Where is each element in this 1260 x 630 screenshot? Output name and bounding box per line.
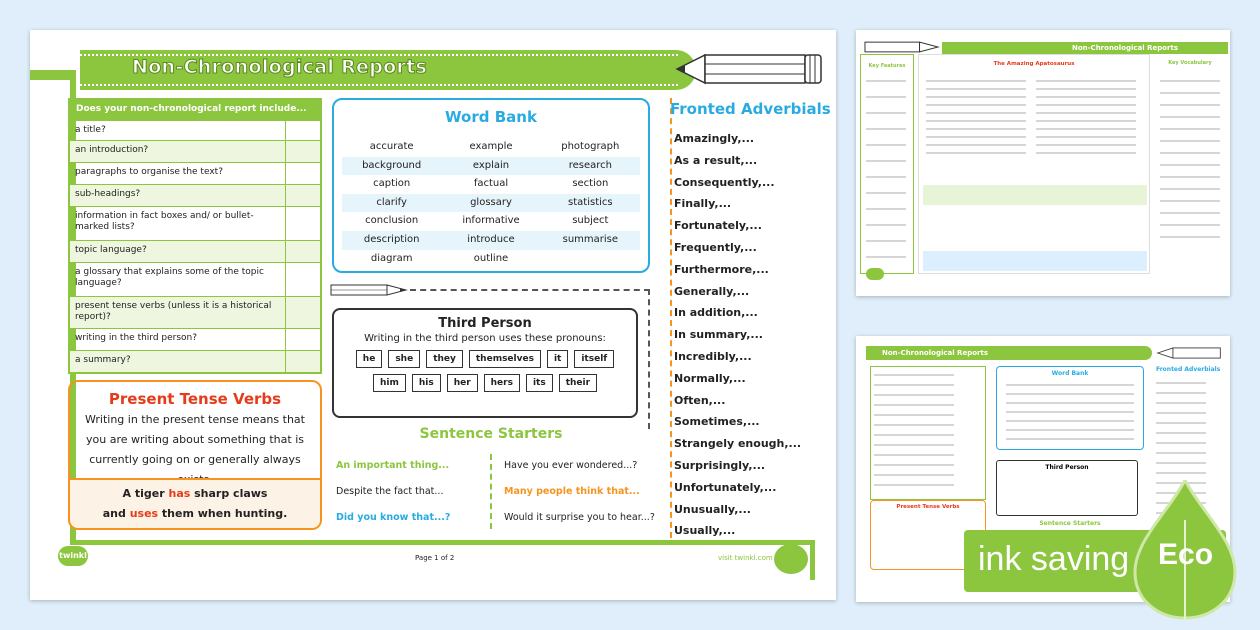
thumb-text-line — [1156, 462, 1206, 464]
thumb-text-line — [874, 404, 954, 406]
sentence-starter: An important thing... — [336, 460, 450, 471]
sentence-starter: Many people think that... — [504, 486, 640, 497]
thumb-text-line — [874, 484, 954, 486]
thumb-text-line — [1160, 152, 1220, 154]
checklist-row: a glossary that explains some of the topic language? — [70, 262, 320, 296]
word-bank-word: conclusion — [365, 215, 419, 227]
thumb-text-line — [874, 374, 954, 376]
thumb-text-line — [1156, 472, 1206, 474]
thumb-text-line — [1036, 112, 1136, 114]
thumb-text-line — [866, 96, 906, 98]
pencil-icon — [864, 40, 940, 54]
thumb-text-line — [1160, 80, 1220, 82]
thumb-text-line — [866, 176, 906, 178]
word-bank-word: research — [568, 159, 612, 171]
dashed-divider — [490, 454, 492, 529]
fronted-adverbial-item: Sometimes,... — [674, 415, 760, 429]
word-bank-row — [342, 250, 640, 269]
dashed-divider — [410, 289, 650, 291]
fronted-adverbial-item: Strangely enough,... — [674, 437, 802, 451]
thumb-text-line — [866, 256, 906, 258]
thumb-text-line — [866, 128, 906, 130]
thumb-word-bank: Word Bank — [996, 366, 1144, 450]
thumb-text-line — [1160, 92, 1220, 94]
checklist-table — [68, 98, 322, 374]
thumb-text-line — [1156, 422, 1206, 424]
fronted-adverbial-item: Normally,... — [674, 371, 746, 385]
fronted-adverbial-item: In summary,... — [674, 328, 763, 342]
word-bank-word: glossary — [470, 196, 512, 208]
thumb-content: The Amazing Apatosaurus — [918, 54, 1150, 274]
fronted-adverbial-item: In addition,... — [674, 306, 758, 320]
word-bank-word: informative — [462, 215, 520, 227]
thumb-text-line — [866, 80, 906, 82]
word-bank-word: factual — [473, 178, 509, 190]
pencil-icon — [330, 283, 408, 297]
thumb-text-line — [874, 424, 954, 426]
sentence-starters-title: Sentence Starters — [419, 426, 563, 442]
word-bank-grid — [342, 138, 640, 268]
thumb-text-line — [866, 160, 906, 162]
eco-label: Eco — [1158, 538, 1214, 571]
fronted-adverbial-item: Incredibly,... — [674, 349, 752, 363]
pronoun-chip: themselves — [469, 350, 541, 368]
thumb-present: Present Tense Verbs — [870, 500, 986, 570]
thumb-text-line — [1036, 88, 1136, 90]
thumb-text-line — [866, 240, 906, 242]
word-bank-title: Word Bank — [445, 108, 537, 126]
dashed-divider — [648, 289, 650, 429]
word-bank-row — [342, 231, 640, 250]
checkbox-cell[interactable] — [286, 263, 320, 296]
word-bank-row — [342, 157, 640, 176]
thumb-title: Non-Chronological Reports — [942, 42, 1228, 54]
thumb-text-line — [874, 394, 954, 396]
thumb-text-line — [1160, 164, 1220, 166]
checklist-row: a title? — [70, 120, 320, 140]
ink-saving-label: ink saving — [978, 540, 1130, 578]
fronted-adverbial-item: As a result,... — [674, 153, 758, 167]
checkbox-cell[interactable] — [286, 329, 320, 350]
checklist-row: an introduction? — [70, 140, 320, 162]
checkbox-cell[interactable] — [286, 163, 320, 184]
thumb-text-line — [1156, 382, 1206, 384]
pronoun-chip: her — [447, 374, 478, 392]
word-bank-word: summarise — [562, 233, 619, 245]
thumb-text-line — [1036, 128, 1136, 130]
thumb-text-line — [1160, 104, 1220, 106]
thumb-text-line — [874, 384, 954, 386]
checklist-row: writing in the third person? — [70, 328, 320, 350]
fronted-adverbial-item: Amazingly,... — [674, 132, 755, 145]
thumb-text-line — [1036, 96, 1136, 98]
thumb-text-line — [1036, 144, 1136, 146]
sentence-starter: Have you ever wondered...? — [504, 460, 638, 471]
thumb-text-line — [874, 414, 954, 416]
thumb-text-line — [1156, 392, 1206, 394]
thumb-text-line — [874, 444, 954, 446]
thumb-text-line — [926, 96, 1026, 98]
thumb-text-line — [1160, 212, 1220, 214]
word-bank-word: caption — [373, 178, 411, 190]
thumb-text-line — [926, 120, 1026, 122]
thumb-text-line — [1156, 442, 1206, 444]
page-number: Page 1 of 2 — [415, 554, 455, 562]
checkbox-cell[interactable] — [286, 241, 320, 262]
word-bank-word: explain — [472, 159, 510, 171]
pencil-icon — [675, 52, 825, 86]
thumb-text-line — [926, 128, 1026, 130]
thumb-text-line — [1006, 393, 1134, 395]
thumb-fronted: Fronted Adverbials — [1156, 366, 1221, 373]
word-bank-box — [332, 98, 650, 273]
pronoun-chip: he — [356, 350, 383, 368]
word-bank-word: accurate — [369, 141, 414, 152]
thumb-text-line — [1156, 452, 1206, 454]
fronted-adverbial-item: Surprisingly,... — [674, 458, 766, 472]
twinkl-logo: twinkl — [58, 546, 88, 566]
fronted-adverbial-item: Often,... — [674, 393, 726, 407]
present-tense-box — [68, 380, 322, 530]
checklist-row: topic language? — [70, 240, 320, 262]
sentence-starter: Did you know that...? — [336, 512, 451, 523]
word-bank-word: outline — [473, 252, 509, 264]
thumb-vocab: Key Vocabulary — [1168, 60, 1212, 66]
word-bank-word: subject — [572, 215, 609, 227]
green-accent-left — [30, 70, 70, 80]
present-tense-body: Writing in the present tense means that you are writing about something that is currently going on or generally always — [85, 413, 305, 466]
thumb-text-line — [866, 224, 906, 226]
pencil-icon — [1156, 346, 1222, 360]
pronoun-chip: hers — [484, 374, 520, 392]
thumb-text-line — [1160, 128, 1220, 130]
checklist-header: Does your non-chronological report include... — [70, 100, 320, 120]
thumb-text-line — [1156, 412, 1206, 414]
checkbox-cell[interactable] — [286, 121, 320, 140]
word-bank-word: diagram — [370, 252, 413, 264]
green-border-corner — [810, 540, 815, 580]
word-bank-row — [342, 175, 640, 194]
thumb-text-line — [1036, 136, 1136, 138]
thumb-text-line — [866, 112, 906, 114]
checklist-row: paragraphs to organise the text? — [70, 162, 320, 184]
checkbox-cell[interactable] — [286, 207, 320, 240]
fronted-adverbial-item: Unusually,... — [674, 502, 751, 516]
thumb-text-line — [1006, 420, 1134, 422]
word-bank-word: section — [572, 178, 609, 190]
pronoun-chip: their — [559, 374, 597, 392]
third-person-box — [332, 308, 638, 418]
pronoun-chip: him — [373, 374, 406, 392]
fronted-adverbial-item: Generally,... — [674, 284, 750, 298]
pronoun-chip: it — [547, 350, 568, 368]
thumb-text-line — [1156, 402, 1206, 404]
site-link[interactable]: visit twinkl.com — [718, 554, 773, 562]
pronoun-chip: his — [412, 374, 441, 392]
thumb-text-line — [1036, 120, 1136, 122]
thumb-text-line — [926, 136, 1026, 138]
checklist-row: a summary? — [70, 350, 320, 372]
thumb-checklist — [870, 366, 986, 500]
word-bank-word: clarify — [376, 196, 407, 208]
checklist-row: present tense verbs (unless it is a historical report)? — [70, 296, 320, 328]
word-bank-word: description — [363, 233, 420, 245]
checklist-row: information in fact boxes and/ or bullet-marked lists? — [70, 206, 320, 240]
checkbox-cell[interactable] — [286, 297, 320, 328]
thumb-text-line — [1006, 402, 1134, 404]
fronted-adverbial-item: Usually,... — [674, 524, 736, 538]
sentence-starter: Would it surprise you to hear...? — [504, 512, 655, 523]
word-bank-word: example — [469, 141, 513, 152]
pronoun-chip: she — [388, 350, 420, 368]
word-bank-word: statistics — [568, 196, 613, 208]
thumb-text-line — [1036, 104, 1136, 106]
thumb-text-line — [1160, 236, 1220, 238]
word-bank-word: introduce — [467, 233, 515, 245]
thumb-text-line — [1160, 188, 1220, 190]
pronoun-row — [334, 350, 636, 368]
main-page — [30, 30, 836, 600]
fronted-adverbial-item: Fortunately,... — [674, 219, 762, 233]
thumb-text-line — [874, 474, 954, 476]
thumb-text-line — [1156, 432, 1206, 434]
thumb-text-line — [1160, 200, 1220, 202]
dashed-divider — [670, 98, 672, 538]
thumb-text-line — [866, 208, 906, 210]
thumb-text-line — [1006, 411, 1134, 413]
pronoun-chip: they — [426, 350, 463, 368]
checkbox-cell[interactable] — [286, 185, 320, 206]
word-bank-row — [342, 212, 640, 231]
word-bank-row — [342, 194, 640, 213]
fronted-adverbials-title: Fronted Adverbials — [670, 100, 831, 118]
thumb-text-line — [874, 454, 954, 456]
fronted-adverbials-list — [674, 128, 801, 542]
page-title: Non-Chronological Reports — [132, 56, 428, 78]
word-bank-word: photograph — [561, 141, 620, 152]
present-tense-example: A tiger has sharp claws and uses them when hunting. — [70, 478, 320, 528]
thumb-text-line — [926, 144, 1026, 146]
thumb-text-line — [1036, 80, 1136, 82]
thumbnail-page-2[interactable] — [856, 30, 1230, 296]
thumb-text-line — [866, 192, 906, 194]
title-banner — [80, 50, 696, 90]
thumb-text-line — [1006, 438, 1134, 440]
thumb-text-line — [874, 434, 954, 436]
thumb-title: Non-Chronological Reports — [866, 346, 1152, 360]
thumb-text-line — [926, 80, 1026, 82]
thumb-text-line — [874, 464, 954, 466]
thumb-sidebar: Key Features — [860, 54, 914, 274]
sentence-starter: Despite the fact that... — [336, 486, 444, 497]
thumb-text-line — [926, 104, 1026, 106]
third-person-subtitle: Writing in the third person uses these pronouns: — [364, 333, 606, 344]
thumb-text-line — [926, 152, 1026, 154]
fronted-adverbial-item: Finally,... — [674, 197, 732, 211]
thumb-text-line — [1160, 140, 1220, 142]
fronted-adverbial-item: Frequently,... — [674, 240, 757, 254]
thumb-text-line — [1160, 176, 1220, 178]
pronoun-row — [334, 374, 636, 392]
thumb-text-line — [926, 88, 1026, 90]
checklist-row: sub-headings? — [70, 184, 320, 206]
thumb-text-line — [1036, 152, 1136, 154]
thumb-text-line — [1160, 224, 1220, 226]
fronted-adverbial-item: Consequently,... — [674, 175, 775, 189]
present-tense-title: Present Tense Verbs — [108, 390, 282, 408]
pronoun-chip: its — [526, 374, 553, 392]
thumb-text-line — [1006, 429, 1134, 431]
thumb-text-line — [1006, 384, 1134, 386]
word-bank-row — [342, 138, 640, 157]
thumb-text-line — [866, 144, 906, 146]
thumb-third-person: Third Person — [996, 460, 1138, 516]
thumb-text-line — [1160, 116, 1220, 118]
quality-seal-icon — [774, 544, 808, 574]
third-person-title: Third Person — [438, 316, 532, 331]
thumb-starters: Sentence Starters — [1039, 520, 1101, 527]
checkbox-cell[interactable] — [286, 351, 320, 372]
fronted-adverbial-item: Furthermore,... — [674, 262, 769, 276]
checkbox-cell[interactable] — [286, 141, 320, 162]
word-bank-word: background — [362, 159, 422, 171]
pronoun-chip: itself — [574, 350, 614, 368]
fronted-adverbial-item: Unfortunately,... — [674, 480, 777, 494]
word-bank-word — [541, 250, 640, 269]
thumb-text-line — [926, 112, 1026, 114]
